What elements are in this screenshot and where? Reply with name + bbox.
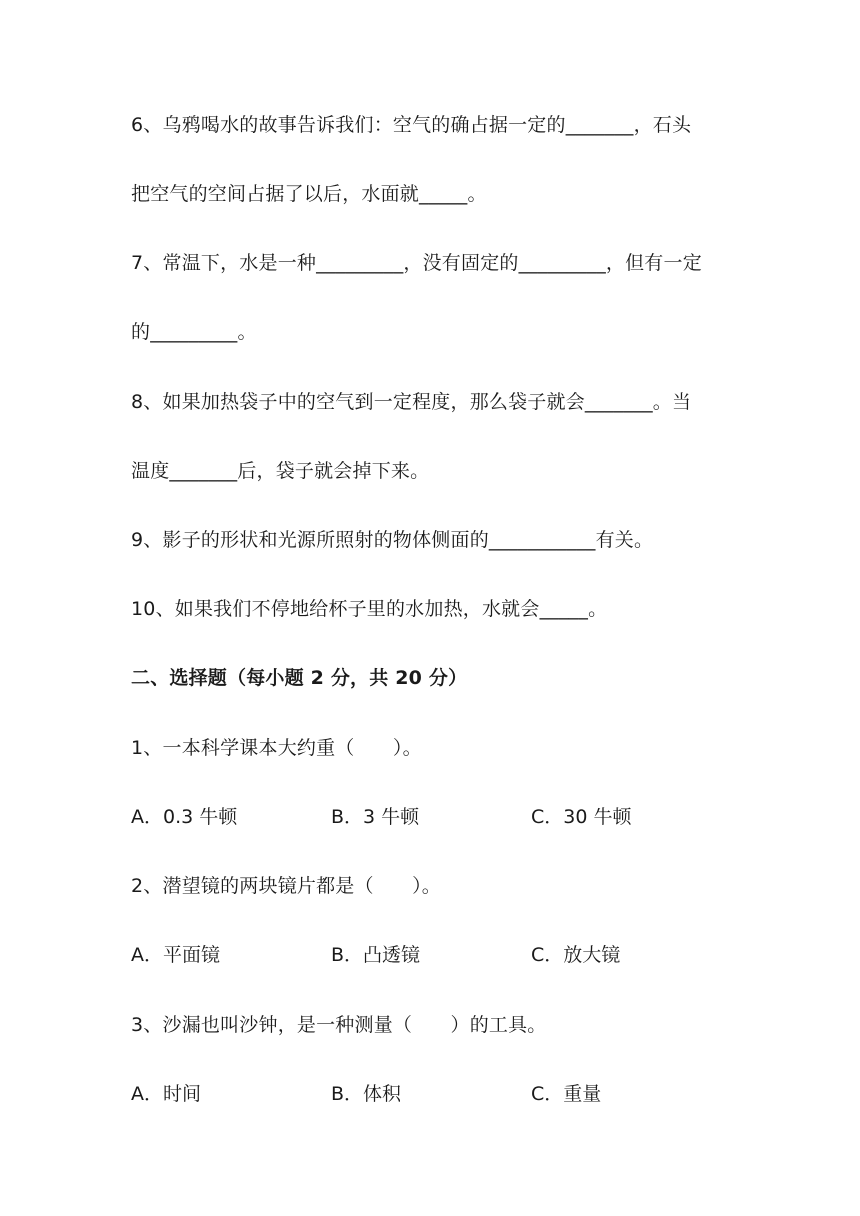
choice-question-2: 2、潜望镜的两块镜片都是（ ）。 (131, 875, 441, 897)
choice-1-option-b: B．3 牛顿 (331, 806, 420, 828)
choice-3-option-a: A．时间 (131, 1083, 201, 1105)
fill-in-blank-q7-line1: 7、常温下，水是一种_________，没有固定的_________，但有一定 (131, 252, 702, 274)
fill-in-blank-q9: 9、影子的形状和光源所照射的物体侧面的___________有关。 (131, 529, 654, 551)
choice-3-option-c: C．重量 (531, 1083, 602, 1105)
choice-question-3: 3、沙漏也叫沙钟，是一种测量（ ）的工具。 (131, 1014, 547, 1036)
choice-question-1: 1、一本科学课本大约重（ ）。 (131, 737, 422, 759)
choice-2-option-a: A．平面镜 (131, 944, 220, 966)
choice-1-option-c: C．30 牛顿 (531, 806, 632, 828)
fill-in-blank-q8-line2: 温度_______后，袋子就会掉下来。 (131, 460, 430, 482)
fill-in-blank-q10: 10、如果我们不停地给杯子里的水加热，水就会_____。 (131, 598, 608, 620)
choice-1-option-a: A．0.3 牛顿 (131, 806, 238, 828)
fill-in-blank-q7-line2: 的_________。 (131, 321, 257, 343)
fill-in-blank-q6-line2: 把空气的空间占据了以后，水面就_____。 (131, 183, 487, 205)
choice-2-option-c: C．放大镜 (531, 944, 621, 966)
fill-in-blank-q8-line1: 8、如果加热袋子中的空气到一定程度，那么袋子就会_______。当 (131, 391, 692, 413)
fill-in-blank-q6-line1: 6、乌鸦喝水的故事告诉我们：空气的确占据一定的_______，石头 (131, 114, 692, 136)
section-title-multiple-choice: 二、选择题（每小题 2 分，共 20 分） (131, 667, 468, 689)
choice-3-option-b: B．体积 (331, 1083, 402, 1105)
choice-2-option-b: B．凸透镜 (331, 944, 421, 966)
